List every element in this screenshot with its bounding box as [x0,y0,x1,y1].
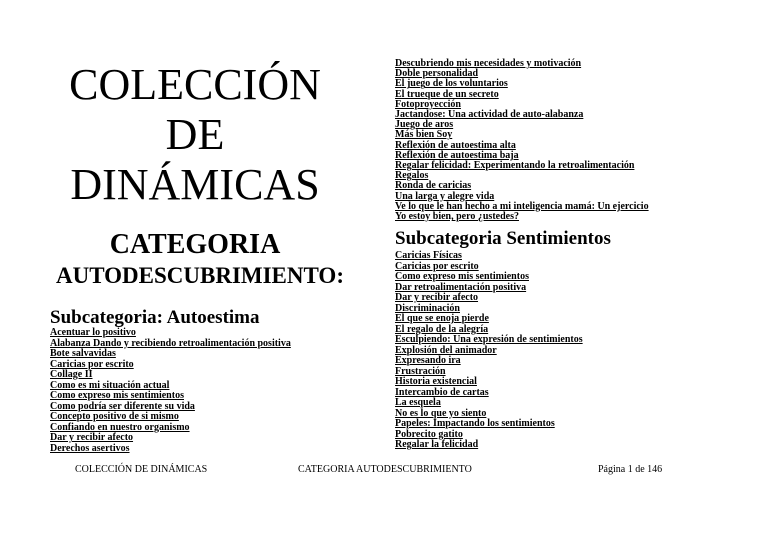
list-item[interactable]: Dar y recibir afecto [395,292,479,303]
list-item[interactable]: Acentuar lo positivo [50,327,136,338]
list-item[interactable]: El regalo de la alegría [395,323,489,335]
list-item[interactable]: Discriminación [395,302,460,314]
list-item[interactable]: Historia existencial [395,376,477,387]
list-item[interactable]: Regalos [395,170,429,182]
list-item[interactable]: La esquela [395,397,441,408]
autoestima-list [50,328,291,454]
list-item[interactable]: Como expreso mis sentimientos [395,271,529,282]
list-item[interactable]: Caricias por escrito [50,358,134,370]
list-item[interactable]: Yo estoy bien, pero ¿ustedes? [395,211,519,223]
list-item[interactable]: Como expreso mis sentimientos [50,390,184,401]
list-item[interactable]: Como podría ser diferente su vida [50,400,195,412]
category-title: CATEGORIA [109,229,281,260]
list-item[interactable]: Una larga y alegre vida [395,190,495,202]
list-item[interactable]: Reflexión de autoestima baja [395,149,519,161]
list-item[interactable]: Regalar felicidad: Experimentando la retroalimentación [395,160,635,172]
list-item[interactable]: Más bien Soy [395,129,453,141]
main-title-line-1: COLECCIÓN DE [69,60,321,159]
list-item[interactable]: Juego de aros [395,119,454,131]
list-item[interactable]: Caricias Físicas [395,250,462,261]
list-item[interactable]: Collage II [50,369,93,380]
list-item[interactable]: Expresando ira [395,355,461,366]
list-item[interactable]: Fotoproyección [395,98,461,110]
list-item[interactable]: Doble personalidad [395,68,479,80]
category-name: AUTODESCUBRIMIENTO: [56,263,344,288]
list-item[interactable]: Ronda de caricias [395,180,472,192]
subcategory-sentimientos-heading: Subcategoria Sentimientos [395,228,611,249]
page-number: Página 1 de 146 [598,464,663,475]
footer-left: COLECCIÓN DE DINÁMICAS [75,464,208,475]
list-item[interactable]: Caricias por escrito [395,260,479,272]
sentimientos-list [395,251,583,451]
subcategory-autoestima-heading: Subcategoria: Autoestima [50,307,260,328]
list-item[interactable]: Frustración [395,365,446,377]
list-item[interactable]: Papeles: Impactando los sentimientos [395,418,555,429]
list-item[interactable]: Dar retroalimentación positiva [395,281,527,293]
list-item[interactable]: No es lo que yo siento [395,407,487,419]
list-item[interactable]: Dar y recibir afecto [50,432,134,443]
list-item[interactable]: Descubriendo mis necesidades y motivación [395,58,582,69]
list-item[interactable]: Alabanza Dando y recibiendo retroalimentación positiva [50,337,291,349]
list-item[interactable]: Bote salvavidas [50,348,116,359]
footer-center: CATEGORIA AUTODESCUBRIMIENTO [298,464,472,475]
list-item[interactable]: El juego de los voluntarios [395,78,508,90]
list-item[interactable]: Jactandose: Una actividad de auto-alabanza [395,109,584,121]
list-item[interactable]: Como es mi situación actual [50,379,170,391]
list-item[interactable]: Explosión del animador [395,344,497,356]
main-title-line-2: DINÁMICAS [70,160,320,209]
autoestima-list-continued [395,59,649,222]
list-item[interactable]: Ve lo que le han hecho a mi inteligencia mamá: Un ejercicio [395,200,649,212]
main-title [50,60,340,210]
list-item[interactable]: Concepto positivo de si mismo [50,411,179,422]
list-item[interactable]: Confiando en nuestro organismo [50,421,190,433]
list-item[interactable]: Reflexión de autoestima alta [395,139,516,151]
list-item[interactable]: El trueque de un secreto [395,88,499,100]
list-item[interactable]: Regalar la felicidad [395,439,479,450]
list-item[interactable]: El que se enoja pierde [395,313,489,324]
list-item[interactable]: Intercambio de cartas [395,386,489,398]
list-item[interactable]: Esculpiendo: Una expresión de sentimientos [395,334,583,345]
list-item[interactable]: Pobrecito gatito [395,428,463,440]
list-item[interactable]: Derechos asertivos [50,442,130,454]
